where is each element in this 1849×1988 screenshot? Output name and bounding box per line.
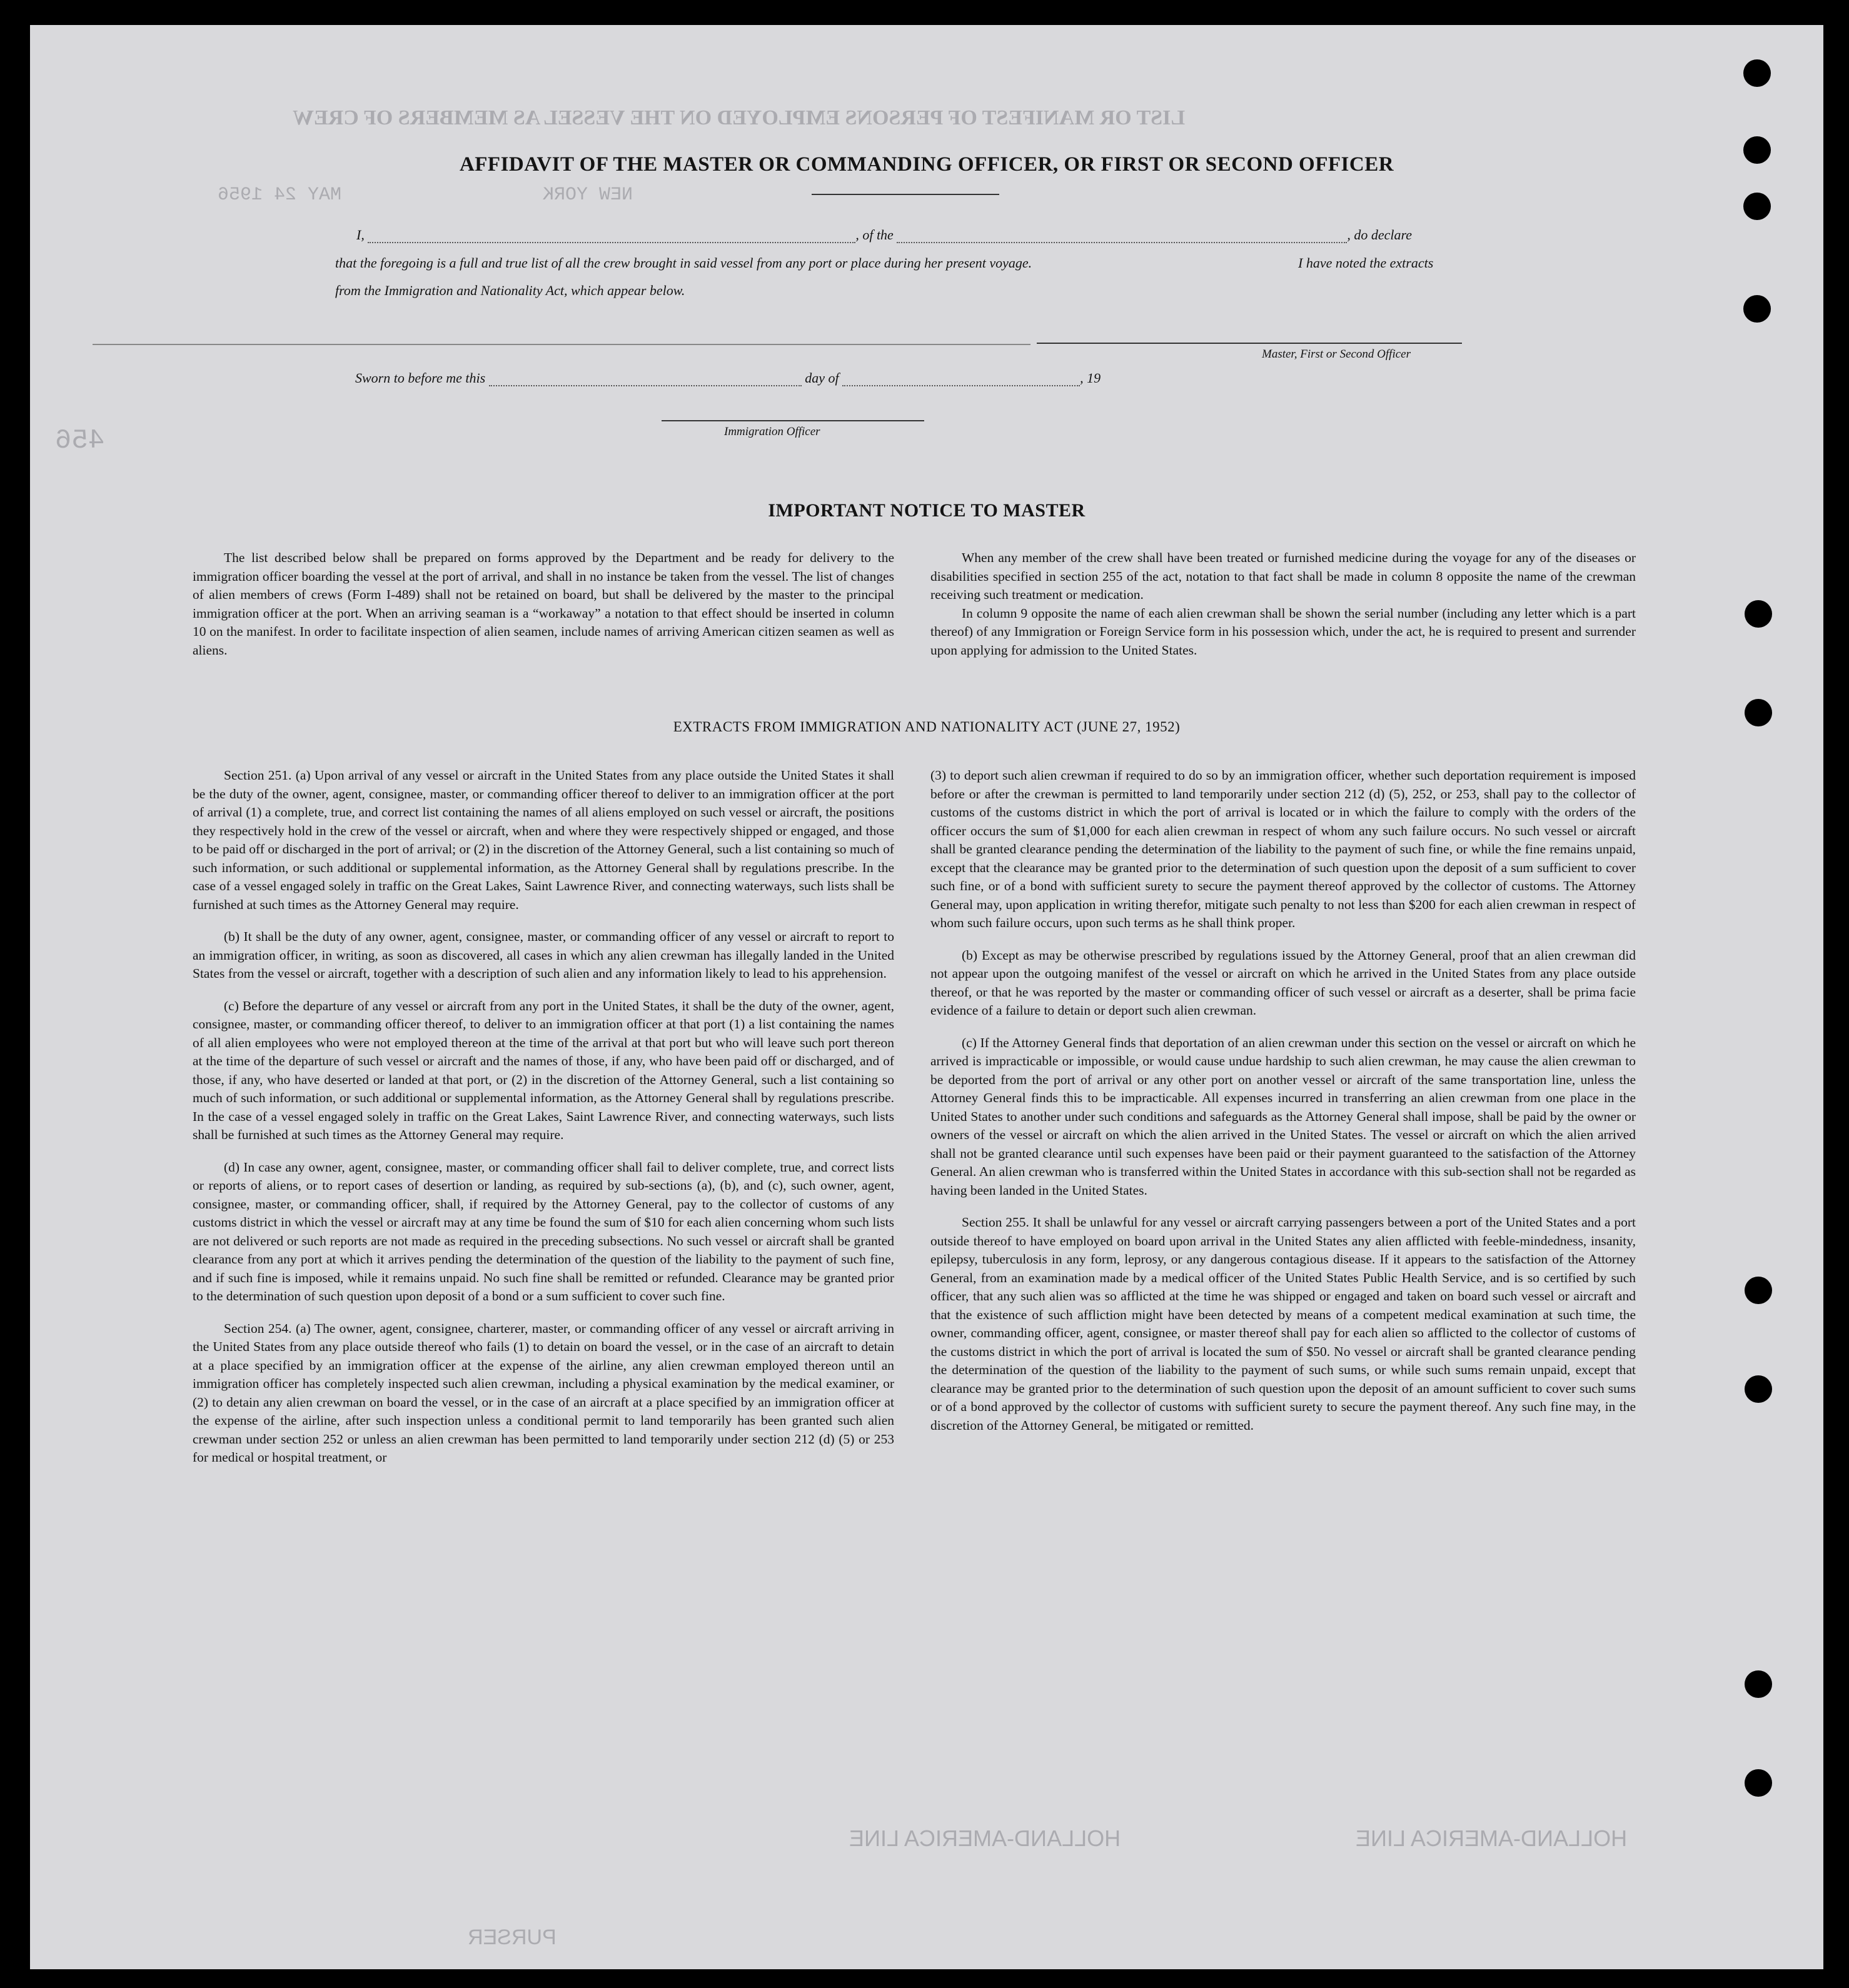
section-251a: Section 251. (a) Upon arrival of any vessel or aircraft in the United States from any place outside the United States it shall be the duty of the owner, agent, consignee, master, or commanding officer thereof to deliver to an immigration officer at the port of arrival (1) a complete, true, and correct list containing the names of all aliens employed on such vessel or aircraft, the positions they respectively hold in the crew of the vessel or aircraft, when and where they were respectively shipped or engaged, and those to be paid off or discharged in the port of arrival; or (2) in the discretion of the Attorney General, such a list containing so much of such information, or such additional or supplemental information, as the Attorney General shall by regulations prescribe. In the case of a vessel engaged solely in traffic on the Great Lakes, Saint Lawrence River, and connecting waterways, such lists shall be furnished at such times as the Attorney General may require. bbox=[193, 768, 894, 912]
section-254c: (c) If the Attorney General finds that deportation of an alien crewman under this section on the vessel or aircraft on which he arrived is impracticable or impossible, or would cause undue hardship to such alien crewman, he may cause the alien crewman to be deported from the port of arrival or any other port on another vessel or aircraft of the same transportation line, unless the Attorney General finds this to be impracticable. All expenses incurred in transferring an alien crewman from one place in the United States to another under such conditions and safeguards as the Attorney General shall impose, shall be paid by the owner or owners of the vessel or aircraft on which the alien arrived in the United States. The vessel or aircraft on which the alien arrived shall not be granted clearance until such expenses have been paid or their payment guaranteed to the satisfaction of the Attorney General. An alien crewman who is transferred within the United States in accordance with this sub-section shall not be regarded as having been landed in the United States. bbox=[930, 1035, 1636, 1198]
section-251b: (b) It shall be the duty of any owner, agent, consignee, master, or commanding officer of any vessel or aircraft to report to an immigration officer, in writing, as soon as discovered, all cases in which any alien crewman has illegally landed in the United States from the vessel or aircraft, together with a description of such alien and any information likely to lead to his apprehension. bbox=[193, 929, 894, 981]
affidavit-i-label: I, bbox=[356, 227, 365, 243]
section-251c: (c) Before the departure of any vessel or aircraft from any port in the United States, it shall be the duty of the owner, agent, consignee, master, or commanding officer thereof, to deliver to an immigration officer at that port (1) a list containing the names of all alien employees who were not employed thereon at the time of the arrival at that port but who will leave such port thereon at the time of the departure of such vessel or aircraft and the names of those, if any, who have been paid off or discharged, and of those, if any, who have deserted or landed at that port, or (2) in the discretion of the Attorney General, such a list containing so much of such information, or such additional or supplemental information, as the Attorney General shall by regulations prescribe. In the case of a vessel engaged solely in traffic on the Great Lakes, Saint Lawrence River, and connecting waterways, such lists shall be furnished at such times as the Attorney General may require. bbox=[193, 998, 894, 1142]
notice-right-paragraph-2: In column 9 opposite the name of each alien crewman shall be shown the serial number (including any letter which is a part thereof) of any Immigration or Foreign Service form in his possession which, under the act, he is required to present and surrender upon applying for admission to the United States. bbox=[930, 605, 1636, 658]
bleed-through-header: LIST OR MANIFEST OF PERSONS EMPLOYED ON THE VESSEL AS MEMBERS OF CREW bbox=[293, 106, 1186, 129]
sworn-month-field[interactable] bbox=[842, 385, 1080, 386]
notice-right-column bbox=[930, 549, 1636, 660]
punch-hole bbox=[1745, 1277, 1772, 1304]
section-254a-continued: (3) to deport such alien crewman if required to do so by an immigration officer, whether such deportation requirement is imposed before or after the crewman is permitted to land temporarily under section 212 (d) (5), 252, or 253, shall pay to the collector of customs of the customs district in which the port of arrival is located or in which the failure to comply with the orders of the officer occurs the sum of $1,000 for each alien crewman in respect of whom any such failure occurs. No such vessel or aircraft shall be granted clearance pending the determination of the liability to the payment of such fine, or while the fine remains unpaid, except that the clearance may be granted prior to the determination of such question upon the deposit of a sum sufficient to cover such fine, or of a bond with sufficient surety to secure the payment thereof approved by the collector of customs. The Attorney General may, upon application in writing therefor, mitigate such penalty to not less than $200 for each alien crewman in respect of whom such failure occurs, upon such terms as he shall think proper. bbox=[930, 768, 1636, 930]
bleed-through-company-right: HOLLAND-AMERICA LINE bbox=[1356, 1825, 1628, 1851]
affidavit-do-declare-label: , do declare bbox=[1347, 227, 1412, 243]
punch-hole bbox=[1745, 600, 1772, 628]
extracts-title: EXTRACTS FROM IMMIGRATION AND NATIONALITY ACT (JUNE 27, 1952) bbox=[673, 719, 1181, 735]
bleed-through-line-number: 456 bbox=[55, 425, 105, 456]
extracts-left-column bbox=[193, 766, 894, 1467]
notice-title: IMPORTANT NOTICE TO MASTER bbox=[768, 500, 1086, 521]
document-page bbox=[30, 25, 1823, 1969]
affidavit-declaration-line bbox=[356, 227, 1412, 243]
affidavit-of-the-label: , of the bbox=[855, 227, 894, 243]
sworn-line bbox=[355, 370, 1101, 386]
affidavit-title: AFFIDAVIT OF THE MASTER OR COMMANDING OFFICER, OR FIRST OR SECOND OFFICER bbox=[459, 153, 1394, 176]
affidavit-line-3: from the Immigration and Nationality Act, which appear below. bbox=[335, 283, 685, 298]
section-254a: Section 254. (a) The owner, agent, consignee, charterer, master, or commanding officer of any vessel or aircraft arriving in the United States from any place outside thereof who fails (1) to detain on board the vessel, or in the case of an aircraft to detain at a place specified by an immigration officer at the expense of the airline, any alien crewman employed thereon until an immigration officer has completely inspected such alien crewman, including a physical examination by the medical examiner, or (2) to detain any alien crewman on board the vessel, or in the case of an aircraft at a place specified by an immigration officer at the expense of the airline, after such inspection unless a conditional permit to land temporarily has been granted such alien crewman under section 252 or unless an alien crewman has been permitted to land temporarily under section 212 (d) (5) or 253 for medical or hospital treatment, or bbox=[193, 1320, 894, 1465]
affidavit-line-2-right: I have noted the extracts bbox=[1298, 255, 1434, 271]
bleed-through-date-stamp: MAY 24 1956 bbox=[218, 184, 342, 206]
punch-hole bbox=[1743, 59, 1771, 87]
bleed-through-company-left: HOLLAND-AMERICA LINE bbox=[849, 1825, 1121, 1851]
immigration-officer-caption: Immigration Officer bbox=[724, 425, 820, 438]
day-of-label: day of bbox=[805, 370, 839, 386]
notice-right-paragraph-1: When any member of the crew shall have been treated or furnished medicine during the voyage for any of the diseases or disabilities specified in section 255 of the act, notation to that fact shall be made in column 8 opposite the name of the crewman receiving such treatment or medication. bbox=[930, 550, 1636, 602]
master-signature-line[interactable] bbox=[1037, 343, 1462, 344]
extracts-right-column bbox=[930, 766, 1636, 1435]
master-signature-caption: Master, First or Second Officer bbox=[1262, 348, 1411, 361]
punch-hole bbox=[1743, 136, 1771, 164]
year-label: , 19 bbox=[1080, 370, 1101, 386]
punch-hole bbox=[1745, 1769, 1772, 1797]
title-separator bbox=[812, 194, 999, 195]
notice-left-paragraph: The list described below shall be prepared on forms approved by the Department and be ready for delivery to the immigration officer boarding the vessel at the port of arrival, and shall in no instance be taken from the vessel. The list of changes of alien members of crews (Form I-489) shall not be retained on board, but shall be delivered by the master to the principal immigration officer at the port. When an arriving seaman is a “workaway” a notation to that effect should be inserted in column 10 on the manifest. In order to facilitate inspection of alien seamen, include names of arriving American citizen seamen as well as aliens. bbox=[193, 550, 894, 658]
affidavit-line-2: that the foregoing is a full and true list of all the crew brought in said vessel from any port or place during her present voyage. bbox=[335, 255, 1032, 271]
name-field[interactable] bbox=[368, 242, 855, 243]
punch-hole bbox=[1745, 1670, 1772, 1698]
bleed-through-port: NEW YORK bbox=[543, 184, 633, 206]
punch-hole bbox=[1743, 193, 1771, 220]
punch-hole bbox=[1743, 295, 1771, 323]
bleed-through-purser: PURSER bbox=[468, 1925, 557, 1949]
sworn-date-field[interactable] bbox=[489, 385, 802, 386]
notice-left-column bbox=[193, 549, 894, 660]
section-255: Section 255. It shall be unlawful for any vessel or aircraft carrying passengers between a port of the United States and a port outside thereof to have employed on board upon arrival in the United States any alien afflicted with feeble-mindedness, insanity, epilepsy, tuberculosis in any form, leprosy, or any dangerous contagious disease. If it appears to the satisfaction of the Attorney General, from an examination made by a medical officer of the United States Public Health Service, and is so certified by such officer, that any such alien was so afflicted at the time he was shipped or engaged and taken on board such vessel or aircraft and that the existence of such affliction might have been detected by means of a competent medical examination at such time, the owner, commanding officer, agent, consignee, or master thereof shall pay for each alien so afflicted to the collector of customs of the customs district in which the port of arrival is located the sum of $50. No vessel or aircraft shall be granted clearance pending the determination of the question of the liability to the payment of such sums, or while such sums remain unpaid, except that clearance may be granted prior to the determination of such question upon the deposit of an amount sufficient to cover such sums or of a bond approved by the collector of customs with sufficient surety to secure the payment thereof. Any such fine may, in the discretion of the Attorney General, be mitigated or remitted. bbox=[930, 1215, 1636, 1433]
immigration-officer-signature-line[interactable] bbox=[662, 420, 924, 421]
header-rule bbox=[93, 344, 1030, 345]
section-254b: (b) Except as may be otherwise prescribed by regulations issued by the Attorney General, proof that an alien crewman did not appear upon the outgoing manifest of the vessel or aircraft on which he arrived in the United States from any place outside thereof, or that he was reported by the master or commanding officer of such vessel or aircraft as a deserter, shall be prima facie evidence of a failure to detain or deport such alien crewman. bbox=[930, 947, 1636, 1018]
sworn-label: Sworn to before me this bbox=[355, 370, 486, 386]
section-251d: (d) In case any owner, agent, consignee, master, or commanding officer shall fail to deliver complete, true, and correct lists or reports of aliens, or to report cases of desertion or landing, as required by sub-sections (a), (b), and (c), such owner, agent, consignee, master, or commanding officer, shall, if required by the Attorney General, pay to the collector of customs of any customs district in which the vessel or aircraft may at any time be found the sum of $10 for each alien concerning whom such lists are not delivered or such reports are not made as required in the preceding subsections. No such vessel or aircraft shall be granted clearance from any port at which it arrives pending the determination of the question of the liability to the payment of such fine, and if such fine is imposed, while it remains unpaid. No such fine shall be remitted or refunded. Clearance may be granted prior to the determination of such question upon deposit of a bond or a sum sufficient to cover such fine. bbox=[193, 1159, 894, 1303]
vessel-field[interactable] bbox=[897, 242, 1347, 243]
punch-hole bbox=[1745, 1375, 1772, 1403]
punch-hole bbox=[1745, 699, 1772, 726]
